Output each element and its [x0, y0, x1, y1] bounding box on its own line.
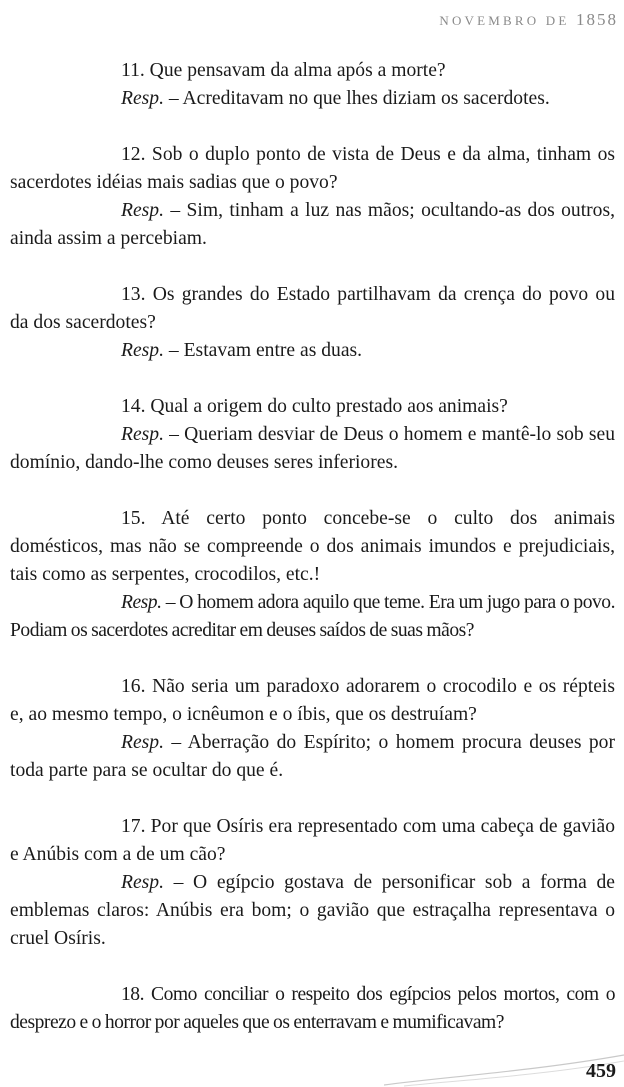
- question-12: 12. Sob o duplo ponto de vista de Deus e da alma, tinham os sacerdotes idéias mais sadias que o povo?: [10, 144, 615, 193]
- resp-label: Resp.: [121, 424, 164, 445]
- answer-text: – Sim, tinham a luz nas mãos; ocultando-as dos outros, ainda assim a percebiam.: [10, 200, 615, 249]
- running-head-month: NOVEMBRO DE: [439, 13, 570, 28]
- answer-17: [10, 869, 615, 953]
- resp-label: Resp.: [121, 592, 162, 613]
- qa-item-16: [10, 673, 615, 785]
- resp-label: Resp.: [121, 340, 164, 361]
- question-18: 18. Como conciliar o respeito dos egípcios pelos mortos, com o desprezo e o horror por aqueles que os enterravam e mumificavam?: [10, 984, 615, 1033]
- resp-label: Resp.: [121, 88, 164, 109]
- resp-label: Resp.: [121, 872, 164, 893]
- question-16: 16. Não seria um paradoxo adorarem o crocodilo e os répteis e, ao mesmo tempo, o icnêumon e o íbis, que os destruíam?: [10, 676, 615, 725]
- question-11: 11. Que pensavam da alma após a morte?: [121, 60, 446, 81]
- qa-item-18: [10, 981, 615, 1037]
- qa-item-13: [10, 281, 615, 365]
- answer-15: [10, 589, 615, 645]
- resp-label: Resp.: [121, 732, 164, 753]
- answer-16: [10, 729, 615, 785]
- qa-item-12: [10, 141, 615, 253]
- qa-item-11: [10, 57, 615, 113]
- answer-11: [10, 85, 615, 113]
- qa-item-15: [10, 505, 615, 645]
- question-14: 14. Qual a origem do culto prestado aos animais?: [121, 396, 508, 417]
- answer-text: – O homem adora aquilo que teme. Era um jugo para o povo. Podiam os sacerdotes acreditar em deuses saídos de suas mãos?: [10, 592, 615, 641]
- answer-text: – Estavam entre as duas.: [164, 340, 363, 361]
- answer-text: – Acreditavam no que lhes diziam os sacerdotes.: [164, 88, 550, 109]
- question-15: 15. Até certo ponto concebe-se o culto dos animais domésticos, mas não se compreende o dos animais imundos e prejudiciais, tais como as serpentes, crocodilos, etc.!: [10, 508, 615, 585]
- question-13: 13. Os grandes do Estado partilhavam da crença do povo ou da dos sacerdotes?: [10, 284, 615, 333]
- qa-item-14: [10, 393, 615, 477]
- running-head: [439, 10, 618, 30]
- answer-13: [10, 337, 615, 365]
- resp-label: Resp.: [121, 200, 164, 221]
- page-number: 459: [586, 1060, 616, 1082]
- answer-12: [10, 197, 615, 253]
- answer-text: – O egípcio gostava de personificar sob a forma de emblemas claros: Anúbis era bom; o gavião que estraçalha representava o cruel Osíris.: [10, 872, 615, 949]
- question-17: 17. Por que Osíris era representado com uma cabeça de gavião e Anúbis com a de um cão?: [10, 816, 615, 865]
- answer-text: – Queriam desviar de Deus o homem e mantê-lo sob seu domínio, dando-lhe como deuses seres inferiores.: [10, 424, 615, 473]
- running-head-year: 1858: [576, 10, 618, 29]
- qa-item-17: [10, 813, 615, 953]
- page-body: [10, 57, 615, 1065]
- answer-text: – Aberração do Espírito; o homem procura deuses por toda parte para se ocultar do que é.: [10, 732, 615, 781]
- answer-14: [10, 421, 615, 477]
